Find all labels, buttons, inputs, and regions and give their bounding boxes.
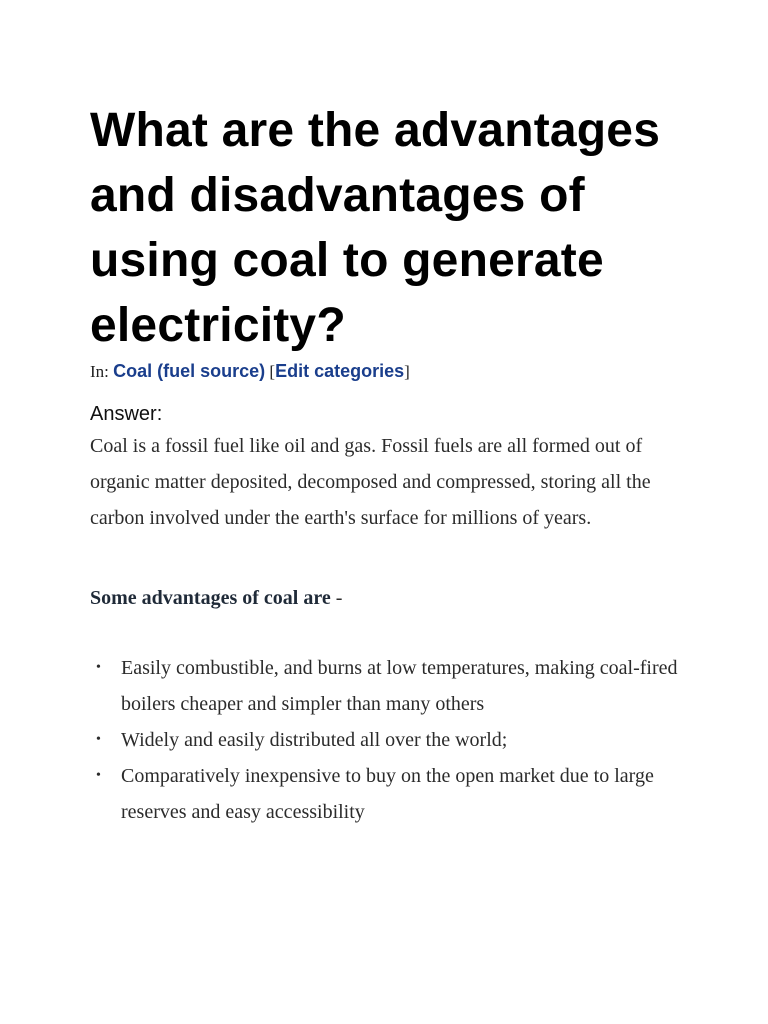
answer-label: Answer: [90, 403, 163, 425]
page-title: What are the advantages and disadvantages of using coal to generate electricity? [90, 104, 661, 352]
advantages-list [90, 650, 700, 830]
list-item [90, 722, 700, 758]
bullet-icon: • [96, 660, 101, 675]
advantages-heading [90, 584, 700, 612]
advantages-heading-text: Some advantages of coal are [90, 587, 331, 609]
edit-categories-link[interactable]: Edit categories [275, 361, 405, 381]
bullet-icon: • [96, 732, 101, 747]
category-bar [90, 356, 700, 386]
article [90, 98, 700, 830]
list-item [90, 758, 700, 830]
bracket-open: [ [269, 362, 276, 381]
list-item-text: Easily combustible, and burns at low temperatures, making coal-fired boilers cheaper and simpler than many others [121, 657, 678, 715]
bullet-icon: • [96, 768, 101, 783]
list-item [90, 650, 700, 722]
advantages-heading-suffix: - [330, 587, 343, 609]
category-prefix: In: [90, 362, 109, 381]
answer-paragraph: Coal is a fossil fuel like oil and gas. Fossil fuels are all formed out of organic matter deposited, decomposed and compressed, storing all the carbon involved under the earth's surface for millions of years. [90, 435, 651, 529]
list-item-text: Widely and easily distributed all over the world; [121, 729, 508, 751]
category-link-coal[interactable]: Coal (fuel source) [113, 361, 266, 381]
list-item-text: Comparatively inexpensive to buy on the open market due to large reserves and easy accessibility [121, 765, 654, 823]
bracket-close: ] [404, 362, 410, 381]
